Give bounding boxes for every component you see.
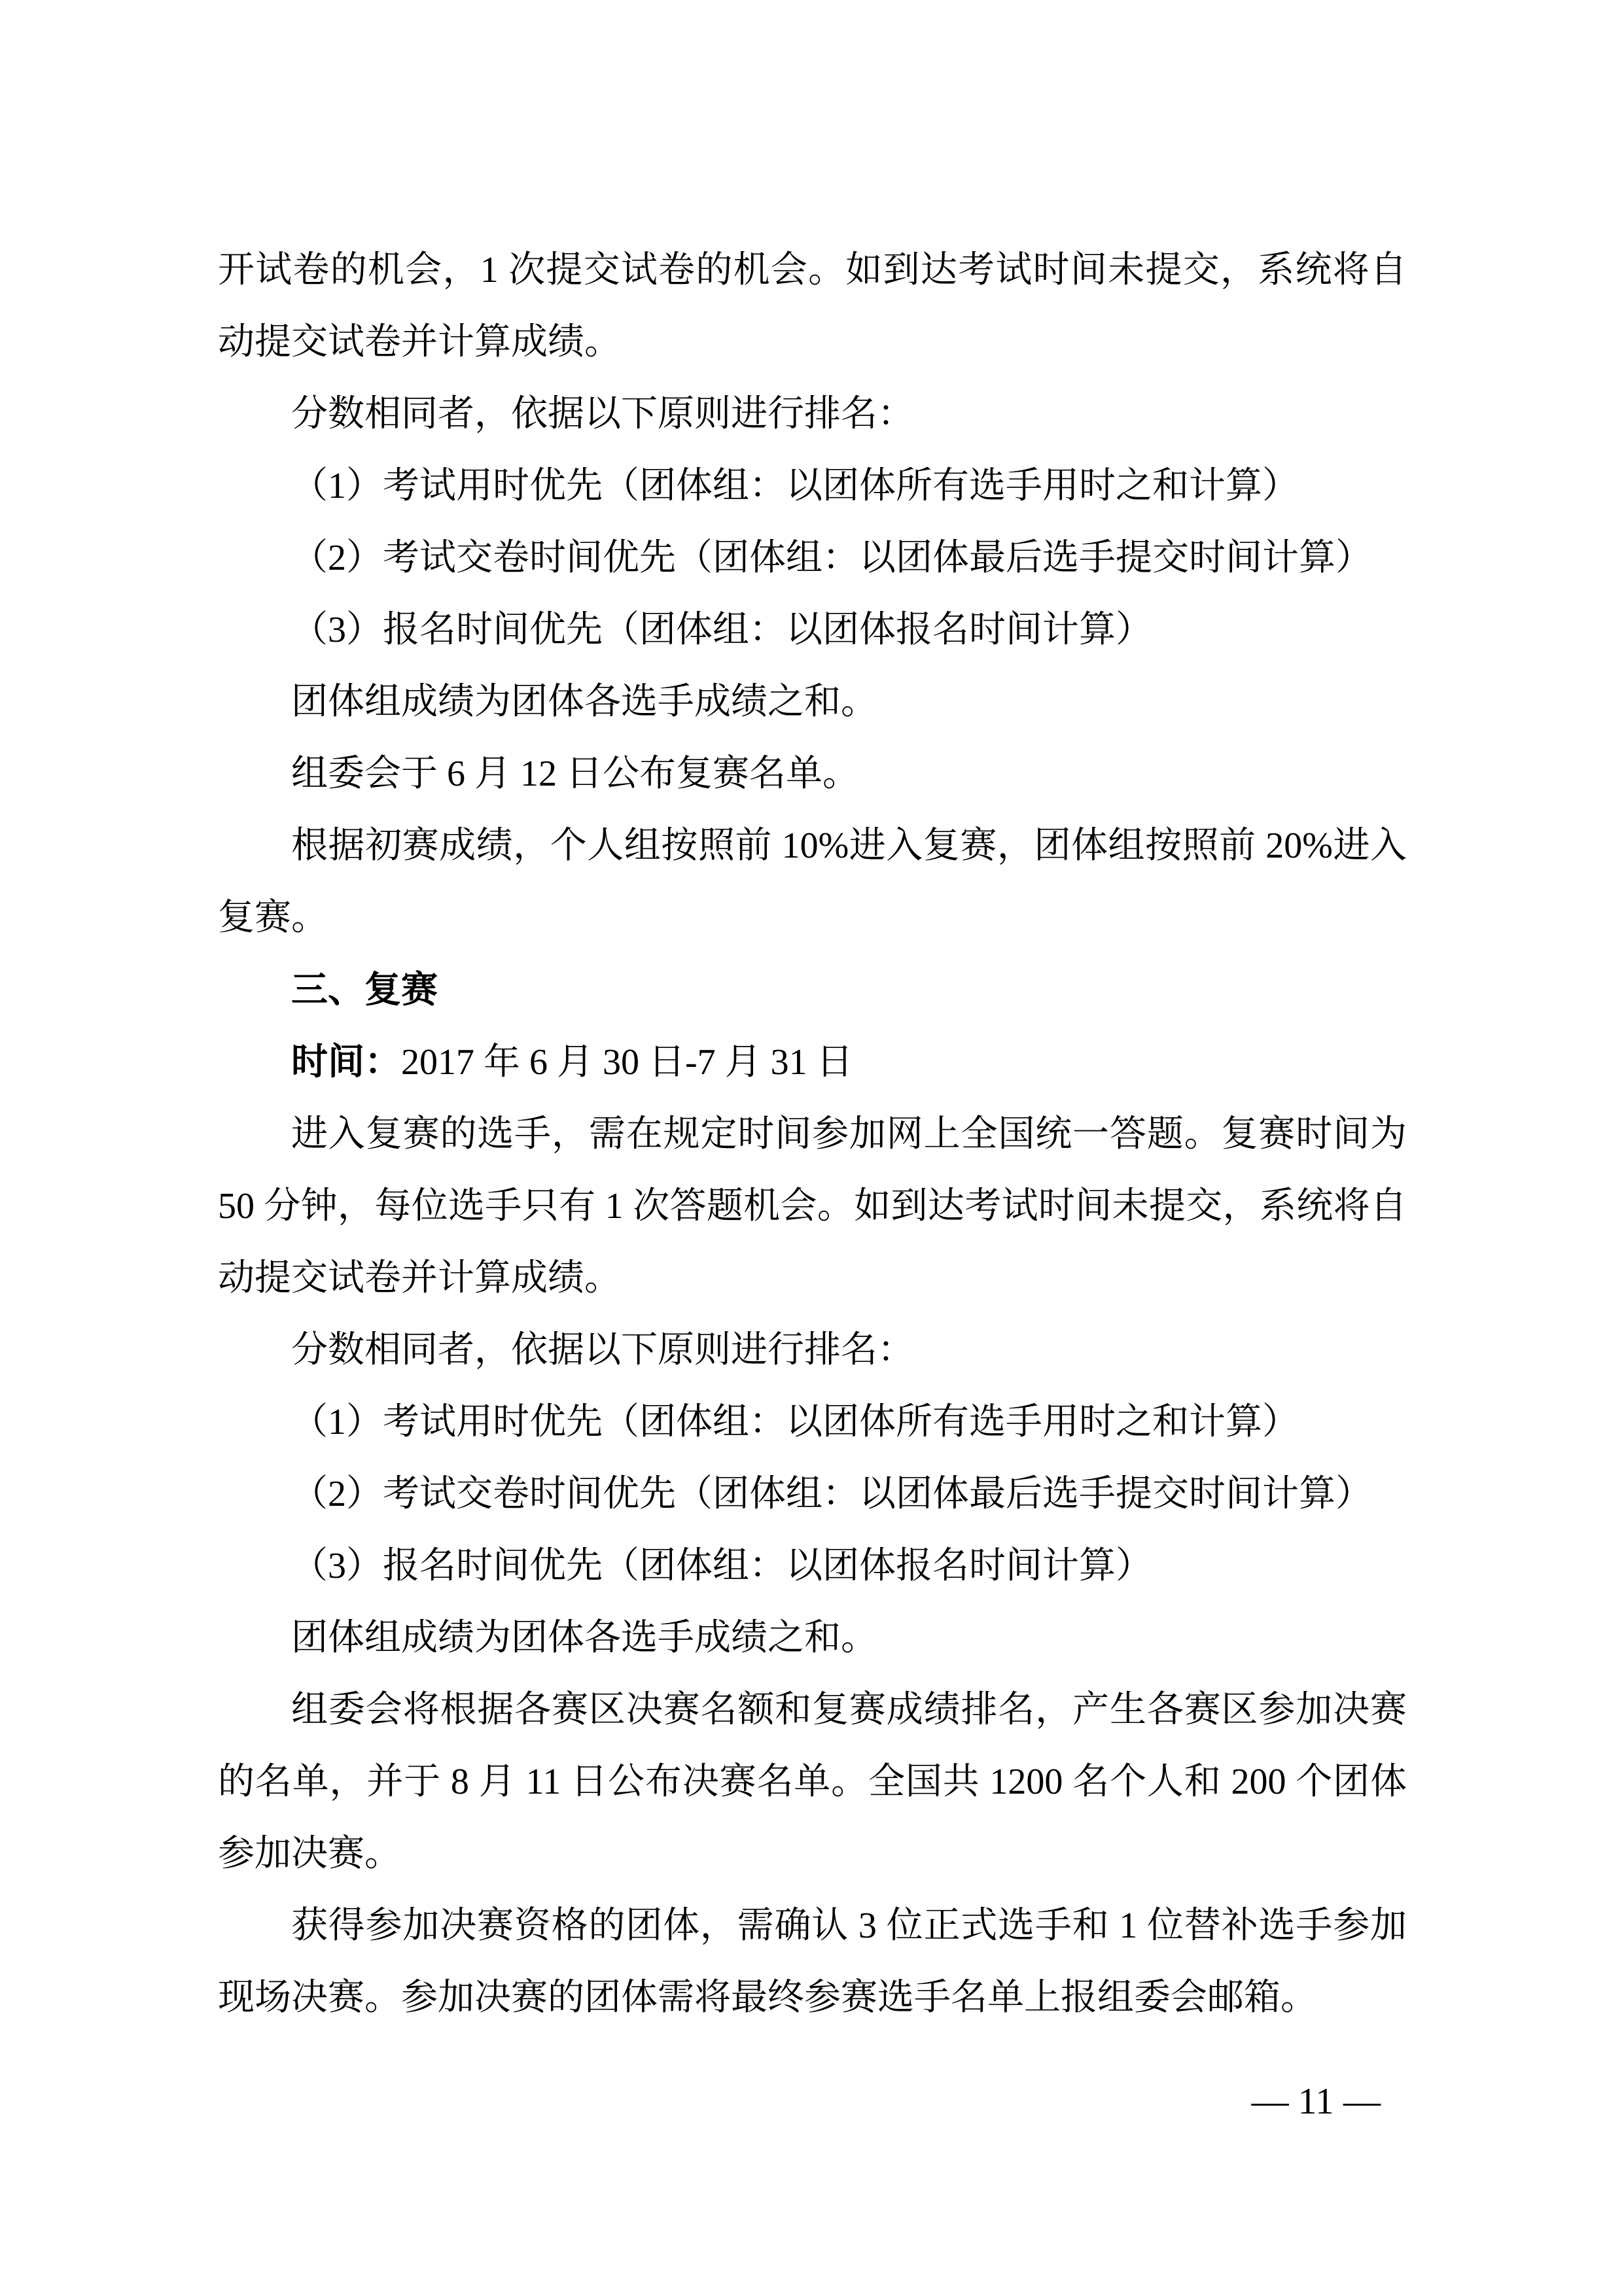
- list-item-rule3-semifinal: （3）报名时间优先（团体组：以团体报名时间计算）: [291, 1546, 1152, 1586]
- paragraph-final-team-confirm: 获得参加决赛资格的团体，需确认 3 位正式选手和 1 位替补选手参加现场决赛。参加决赛的团体需将最终参赛选手名单上报组委会邮箱。: [218, 1905, 1407, 2018]
- list-item-rule1-initial: （1）考试用时优先（团体组：以团体所有选手用时之和计算）: [291, 466, 1299, 506]
- document-body: [218, 234, 1407, 2034]
- paragraph-semifinal-time: [218, 1026, 1407, 1098]
- paragraph-tie-break-intro-1: 分数相同者，依据以下原则进行排名：: [291, 394, 914, 434]
- paragraph-semifinal-list-announce: 组委会于 6 月 12 日公布复赛名单。: [291, 754, 859, 794]
- section-heading-semifinal: 三、复赛: [291, 969, 438, 1010]
- list-item-rule2-initial: （2）考试交卷时间优先（团体组：以团体最后选手提交时间计算）: [291, 538, 1372, 578]
- paragraph-exam-submit-overflow: 开试卷的机会，1 次提交试卷的机会。如到达考试时间未提交，系统将自动提交试卷并计算成绩。: [218, 250, 1407, 362]
- semifinal-time-label: 时间：: [291, 1041, 401, 1082]
- paragraph-semifinal-rules: 进入复赛的选手，需在规定时间参加网上全国统一答题。复赛时间为 50 分钟，每位选手只有 1 次答题机会。如到达考试时间未提交，系统将自动提交试卷并计算成绩。: [218, 1114, 1407, 1298]
- paragraph-team-score-rule-2: 团体组成绩为团体各选手成绩之和。: [291, 1618, 877, 1658]
- paragraph-team-score-rule-1: 团体组成绩为团体各选手成绩之和。: [291, 682, 877, 722]
- page-number: — 11 —: [1251, 2081, 1381, 2122]
- list-item-rule2-semifinal: （2）考试交卷时间优先（团体组：以团体最后选手提交时间计算）: [291, 1474, 1372, 1514]
- paragraph-final-list-announce: 组委会将根据各赛区决赛名额和复赛成绩排名，产生各赛区参加决赛的名单，并于 8 月 11 日公布决赛名单。全国共 1200 名个人和 200 个团体参加决赛。: [218, 1690, 1407, 1874]
- semifinal-time-value: 2017 年 6 月 30 日-7 月 31 日: [401, 1042, 853, 1083]
- list-item-rule1-semifinal: （1）考试用时优先（团体组：以团体所有选手用时之和计算）: [291, 1402, 1299, 1442]
- list-item-rule3-initial: （3）报名时间优先（团体组：以团体报名时间计算）: [291, 610, 1152, 650]
- paragraph-advance-percentage: 根据初赛成绩，个人组按照前 10%进入复赛，团体组按照前 20%进入复赛。: [218, 826, 1407, 938]
- paragraph-tie-break-intro-2: 分数相同者，依据以下原则进行排名：: [291, 1330, 914, 1370]
